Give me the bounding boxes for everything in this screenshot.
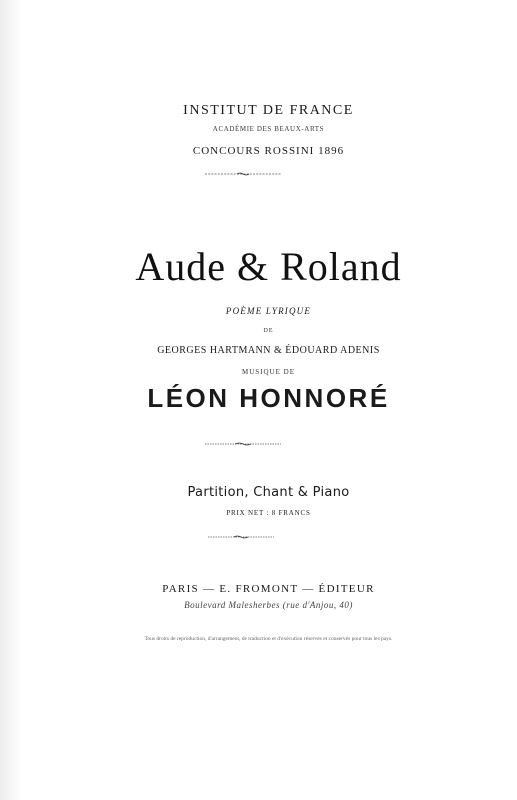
publisher-address: Boulevard Malesherbes (rue d'Anjou, 40) [184, 600, 353, 610]
music-by-label: MUSIQUE DE [242, 368, 295, 376]
librettists: GEORGES HARTMANN & ÉDOUARD ADENIS [157, 345, 380, 356]
edition-price: PRIX NET : 8 FRANCS [226, 509, 311, 517]
work-subtitle: POÈME LYRIQUE [225, 306, 312, 316]
ornament-divider-middle [205, 442, 281, 446]
rights-notice: Tous droits de reproduction, d'arrangement, de traduction et d'exécution réservés et conservés pour tous les pays. [144, 636, 393, 642]
edition-format: Partition, Chant & Piano [187, 485, 350, 500]
publisher-line: PARIS — E. FROMONT — ÉDITEUR [162, 583, 375, 595]
work-title: Aude & Roland [135, 244, 402, 289]
academy-line: ACADÉMIE DES BEAUX-ARTS [212, 125, 325, 133]
institute-heading: INSTITUT DE FRANCE [183, 103, 354, 118]
contest-line: CONCOURS ROSSINI 1896 [192, 145, 345, 157]
ornament-divider-top [205, 172, 281, 176]
composer-name: LÉON HONNORÉ [147, 383, 390, 413]
ornament-divider-bottom [208, 535, 274, 539]
by-label: DE [263, 328, 274, 334]
